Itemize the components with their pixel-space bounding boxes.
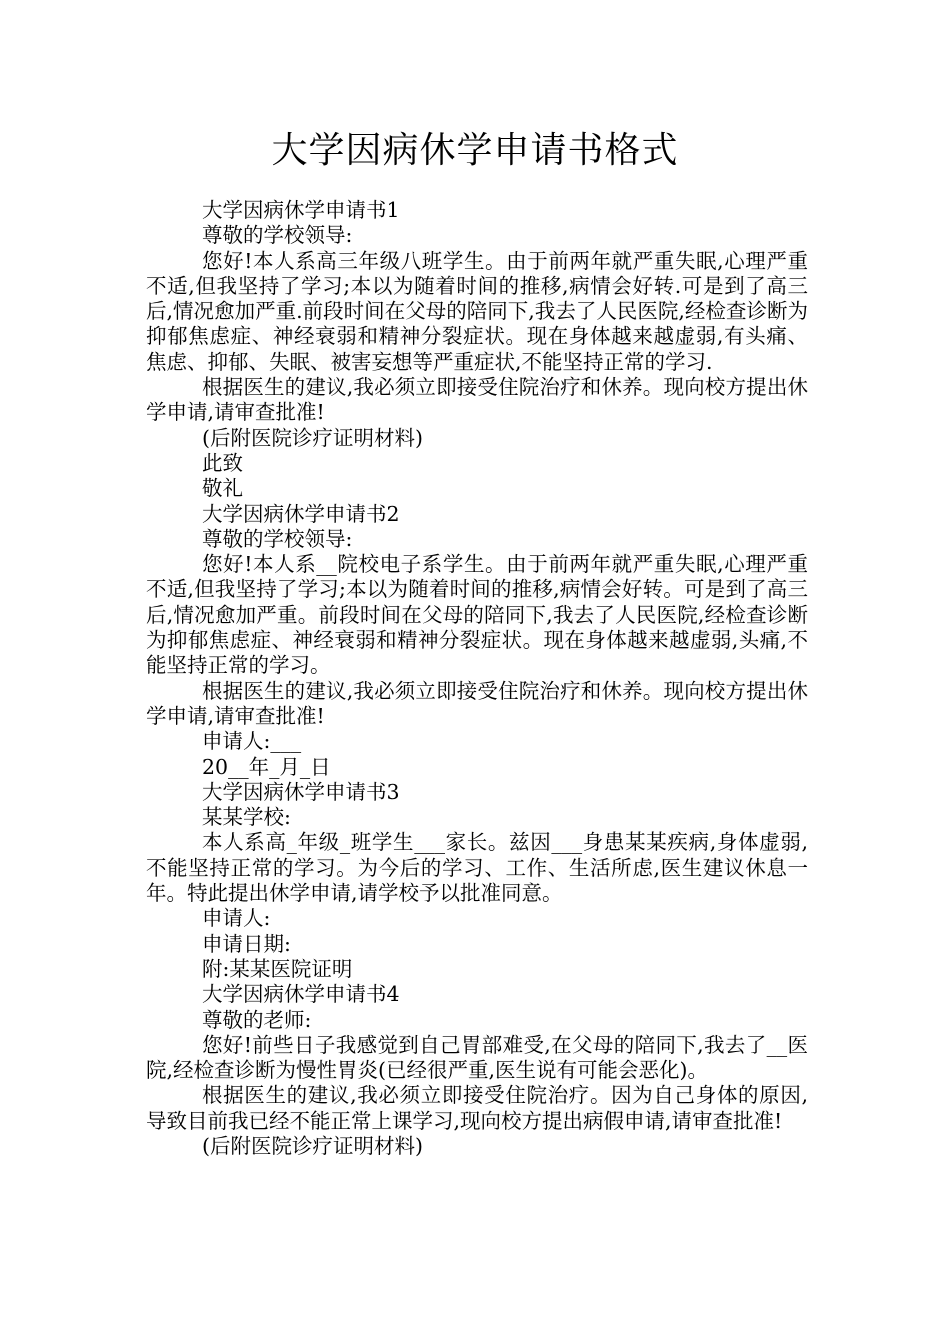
salutation: 尊敬的老师: (202, 1007, 312, 1032)
salutation: 某某学校: (202, 805, 291, 830)
section-heading-2: 大学因病休学申请书2 (202, 501, 400, 526)
body-paragraph: 您好!前些日子我感觉到自己胃部难受,在父母的陪同下,我去了__医院,经检查诊断为慢性胃炎(已经很严重,医生说有可能会恶化)。 (146, 1032, 808, 1083)
section-heading-4: 大学因病休学申请书4 (202, 982, 400, 1007)
body-paragraph: 根据医生的建议,我必须立即接受住院治疗和休养。现向校方提出休学申请,请审查批准! (146, 678, 808, 728)
body-paragraph: 您好!本人系高三年级八班学生。由于前两年就严重失眠,心理严重不适,但我坚持了学习;本以为随着时间的推移,病情会好转.可是到了高三后,情况愈加严重.前段时间在父母的陪同下,我去了人民医院,经检查诊断为抑郁焦虑症、神经衰弱和精神分裂症状。现在身体越来越虚弱,有头痛、焦虑、抑郁、失眠、被害妄想等严重症状,不能坚持正常的学习. (146, 248, 808, 374)
section-heading-1: 大学因病休学申请书1 (202, 198, 400, 222)
date-line: 20__年_月_日 (202, 754, 331, 779)
attachment-note: 附:某某医院证明 (202, 956, 353, 981)
salutation: 尊敬的学校领导: (202, 526, 353, 551)
body-paragraph: 本人系高_年级_班学生___家长。兹因___身患某某疾病,身体虚弱,不能坚持正常的学习。为今后的学习、工作、生活所虑,医生建议休息一年。特此提出休学申请,请学校予以批准同意。 (146, 830, 808, 906)
attachment-note: (后附医院诊疗证明材料) (202, 425, 423, 450)
body-paragraph: 根据医生的建议,我必须立即接受住院治疗和休养。现向校方提出休学申请,请审查批准! (146, 375, 808, 425)
body-paragraph: 您好!本人系__院校电子系学生。由于前两年就严重失眠,心理严重不适,但我坚持了学习;本以为随着时间的推移,病情会好转。可是到了高三后,情况愈加严重。前段时间在父母的陪同下,我去了人民医院,经检查诊断为抑郁焦虑症、神经衰弱和精神分裂症状。现在身体越来越虚弱,头痛,不能坚持正常的学习。 (146, 552, 808, 678)
closing-line: 此致 (202, 450, 243, 475)
document-body (146, 198, 808, 1159)
salutation: 尊敬的学校领导: (202, 223, 353, 248)
section-heading-3: 大学因病休学申请书3 (202, 779, 400, 804)
attachment-note: (后附医院诊疗证明材料) (202, 1133, 423, 1158)
applicant-line: 申请人: (202, 906, 271, 931)
date-line: 申请日期: (202, 931, 291, 956)
closing-line: 敬礼 (202, 476, 243, 501)
applicant-line: 申请人:___ (202, 729, 302, 754)
body-paragraph: 根据医生的建议,我必须立即接受住院治疗。因为自己身体的原因,导致目前我已经不能正常上课学习,现向校方提出病假申请,请审查批准! (146, 1083, 808, 1133)
document-title: 大学因病休学申请书格式 (271, 130, 679, 171)
